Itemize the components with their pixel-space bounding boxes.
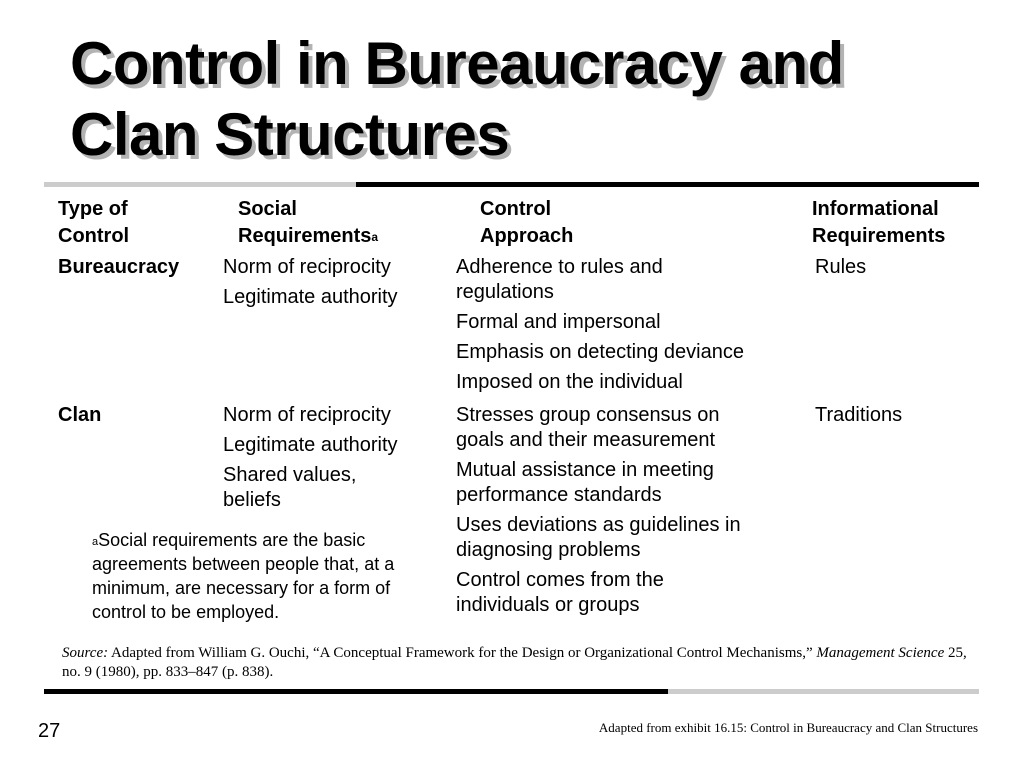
list-item: Formal and impersonal	[456, 311, 661, 333]
footnote-marker-superscript: a	[371, 230, 379, 244]
source-label: Source:	[62, 645, 109, 661]
list-item: Shared values, beliefs	[223, 464, 357, 511]
clan-info-cell: Traditions	[815, 404, 903, 426]
list-item: Uses deviations as guidelines in diagnosing problems	[456, 514, 741, 561]
list-item: Legitimate authority	[223, 286, 398, 308]
row-label-bureaucracy: Bureaucracy	[58, 256, 180, 278]
slide-caption: Adapted from exhibit 16.15: Control in Bureaucracy and Clan Structures	[598, 720, 978, 735]
top-divider-black	[356, 182, 979, 187]
top-divider-gray	[44, 182, 356, 187]
header-info-line-2: Requirements	[812, 225, 946, 247]
source-journal: Management Science	[816, 645, 945, 661]
header-social-requirements	[238, 196, 378, 250]
footnote-text: Social requirements are the basic agreements between people that, at a minimum, are necessary for a form of control to be employed.	[92, 530, 395, 622]
header-info-line-1: Informational	[812, 198, 939, 220]
source-text-1: Adapted from William G. Ouchi, “A Conceptual Framework for the Design or Organizational Control Mechanisms,”	[108, 645, 813, 661]
footnote	[92, 528, 412, 624]
list-item: Imposed on the individual	[456, 371, 683, 393]
header-control-line-1: Control	[480, 198, 552, 220]
clan-social-cell	[223, 403, 423, 518]
bureaucracy-control-cell	[456, 255, 796, 400]
header-informational-requirements	[812, 196, 945, 250]
bottom-divider-black	[44, 689, 668, 694]
page-number: 27	[38, 720, 61, 742]
list-item: Emphasis on detecting deviance	[456, 341, 744, 363]
bureaucracy-info-cell: Rules	[815, 256, 867, 278]
slide-title-line-2: Clan Structures	[70, 101, 510, 168]
bureaucracy-social-cell	[223, 255, 438, 315]
clan-control-cell	[456, 403, 786, 623]
list-item: Norm of reciprocity	[223, 256, 391, 278]
header-social-word: Requirements	[238, 225, 372, 247]
source-line-1	[62, 645, 813, 661]
row-label-clan: Clan	[58, 404, 102, 426]
list-item: Norm of reciprocity	[223, 404, 391, 426]
header-type-line-1: Type of	[58, 198, 128, 220]
header-control-line-2: Approach	[480, 225, 574, 247]
slide-title-line-1: Control in Bureaucracy and	[70, 30, 844, 97]
source-text-2: 25, no. 9 (1980), pp. 833–847 (p. 838).	[62, 645, 967, 680]
slide-title	[70, 28, 1010, 170]
header-control-approach	[480, 196, 573, 250]
list-item: Legitimate authority	[223, 434, 398, 456]
footnote-marker: a	[92, 536, 99, 548]
list-item: Adherence to rules and regulations	[456, 256, 663, 303]
list-item: Stresses group consensus on goals and their measurement	[456, 404, 720, 451]
header-social-line-1: Social	[238, 198, 297, 220]
list-item: Control comes from the individuals or groups	[456, 569, 664, 616]
source-citation	[62, 644, 982, 682]
list-item: Mutual assistance in meeting performance standards	[456, 459, 714, 506]
header-social-line-2	[238, 223, 378, 250]
bottom-divider-gray	[668, 689, 979, 694]
header-type-of-control	[58, 196, 129, 250]
header-type-line-2: Control	[58, 225, 130, 247]
